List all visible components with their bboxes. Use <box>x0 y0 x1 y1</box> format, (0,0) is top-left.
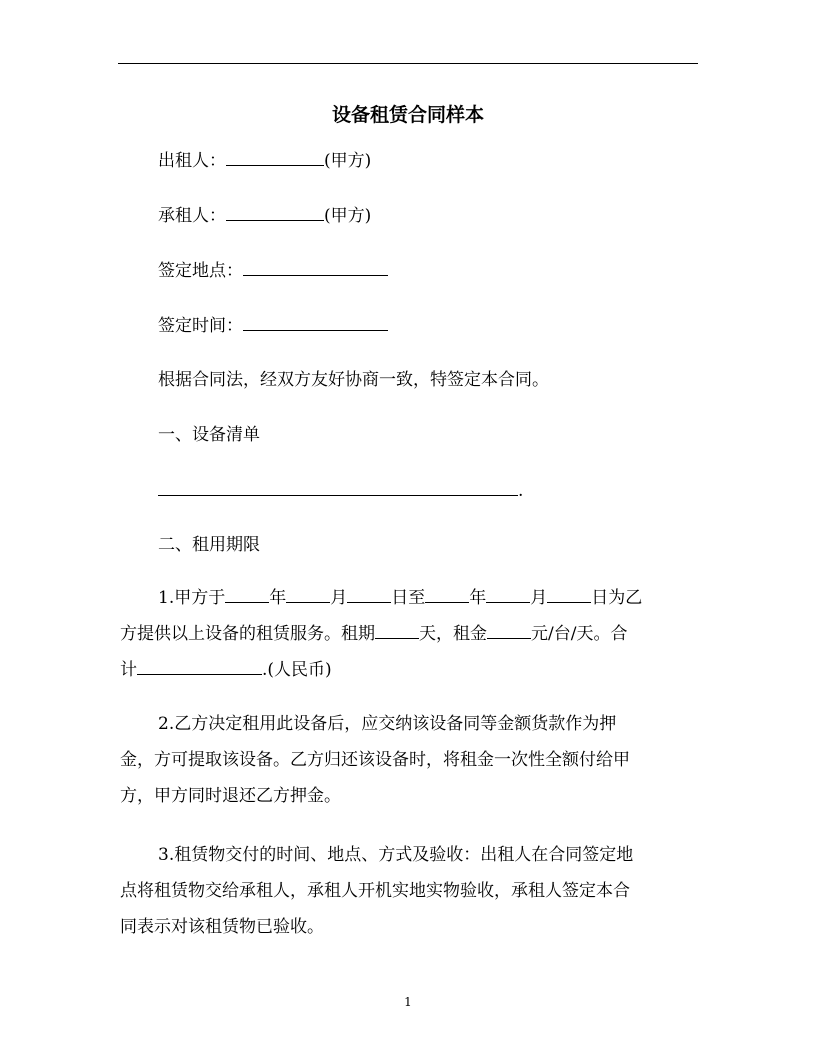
clause-1-text: 月 <box>530 588 548 608</box>
header-rule <box>118 63 698 64</box>
clause-1-text: 天，租金 <box>419 624 487 644</box>
end-month-blank[interactable] <box>486 585 530 603</box>
sign-time-blank[interactable] <box>243 313 388 331</box>
clause-1-text: 年 <box>469 588 487 608</box>
clause-1-text: 元/台/天。合 <box>531 624 628 644</box>
section2-heading: 二、租用期限 <box>158 535 260 555</box>
clause-1-row-3 <box>120 652 698 688</box>
clause-1-text: 方提供以上设备的租赁服务。租期 <box>120 624 375 644</box>
section1-heading: 一、设备清单 <box>158 425 260 445</box>
rental-days-blank[interactable] <box>375 621 419 639</box>
clause-1-text: 日至 <box>391 588 426 608</box>
clause-1-text: 计 <box>120 660 137 680</box>
equipment-list-line <box>158 478 523 503</box>
end-year-blank[interactable] <box>425 585 469 603</box>
clause-1 <box>120 580 698 688</box>
sign-place-line <box>158 258 388 283</box>
clause-1-row-2 <box>120 616 698 652</box>
clause-2-row-2: 金，方可提取该设备。乙方归还该设备时，将租金一次性全额付给甲 <box>120 750 630 770</box>
page-number: 1 <box>404 995 412 1009</box>
lessor-suffix: (甲方) <box>324 151 372 171</box>
clause-1-text: 月 <box>330 588 348 608</box>
lessor-blank[interactable] <box>226 148 324 166</box>
clause-1-text: 年 <box>269 588 287 608</box>
clause-1-text: 日为乙 <box>591 588 643 608</box>
end-day-blank[interactable] <box>547 585 591 603</box>
total-amount-blank[interactable] <box>137 657 262 675</box>
sign-time-line <box>158 313 388 338</box>
sign-place-label: 签定地点： <box>158 261 243 281</box>
equipment-list-end: . <box>518 481 524 501</box>
intro-text: 根据合同法，经双方友好协商一致，特签定本合同。 <box>158 370 549 390</box>
clause-1-row-1 <box>120 580 698 616</box>
clause-3-row-3: 同表示对该租赁物已验收。 <box>120 917 324 937</box>
clause-2 <box>120 706 698 814</box>
equipment-list-blank[interactable] <box>158 478 518 496</box>
lessee-blank[interactable] <box>226 203 324 221</box>
start-month-blank[interactable] <box>286 585 330 603</box>
lessee-label: 承租人： <box>158 206 226 226</box>
clause-1-text: .(人民币) <box>262 660 332 680</box>
rental-fee-blank[interactable] <box>487 621 531 639</box>
clause-2-row-3: 方，甲方同时退还乙方押金。 <box>120 786 341 806</box>
clause-2-row-1: 2.乙方决定租用此设备后，应交纳该设备同等金额货款作为押 <box>158 714 617 734</box>
sign-time-label: 签定时间： <box>158 316 243 336</box>
clause-3-row-2: 点将租赁物交给承租人，承租人开机实地实物验收，承租人签定本合 <box>120 881 630 901</box>
page-title: 设备租赁合同样本 <box>331 104 484 126</box>
clause-3 <box>120 837 698 945</box>
lessor-line <box>158 148 371 173</box>
start-year-blank[interactable] <box>225 585 269 603</box>
lessor-label: 出租人： <box>158 151 226 171</box>
clause-1-text: 1.甲方于 <box>158 588 226 608</box>
sign-place-blank[interactable] <box>243 258 388 276</box>
start-day-blank[interactable] <box>347 585 391 603</box>
clause-3-row-1: 3.租赁物交付的时间、地点、方式及验收：出租人在合同签定地 <box>158 845 634 865</box>
lessee-line <box>158 203 371 228</box>
lessee-suffix: (甲方) <box>324 206 372 226</box>
